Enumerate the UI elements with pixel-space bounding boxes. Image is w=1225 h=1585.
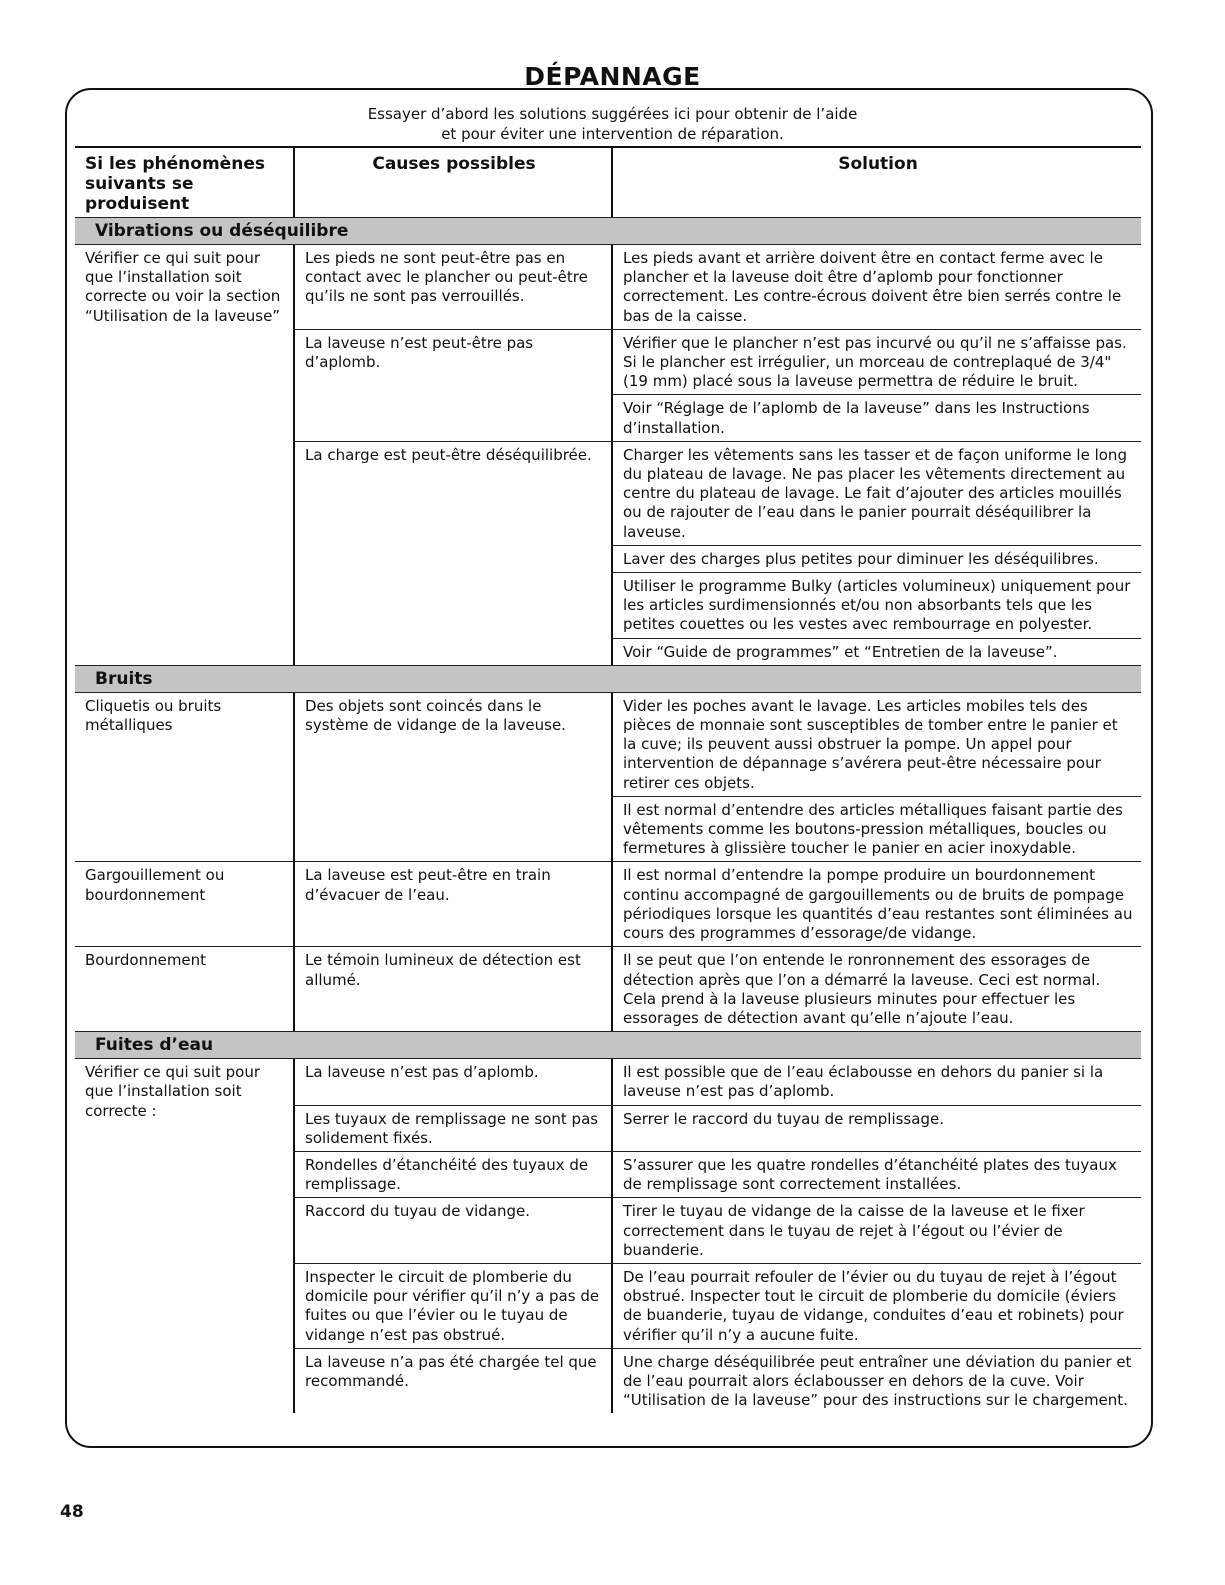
solution-cell: Une charge déséquilibrée peut entraîner une déviation du panier et de l’eau pourrait alors éclabousser en dehors de la cuve. Voir “Utilisation de la laveuse” pour des instructions sur le chargement.	[623, 1352, 1132, 1410]
intro-line-2: et pour éviter une intervention de réparation.	[441, 125, 784, 143]
solution-cell: S’assurer que les quatre rondelles d’étanchéité plates des tuyaux de remplissage sont correctement installées.	[623, 1155, 1117, 1194]
troubleshooting-table	[75, 146, 1141, 1413]
symptom-cell: Bourdonnement	[85, 951, 207, 970]
solution-cell: Utiliser le programme Bulky (articles volumineux) uniquement pour les articles surdimensionnés et/ou non absorbants tels que les petites couettes ou les vestes avec rembourrage en polyester.	[613, 572, 1141, 638]
solution-cell: Serrer le raccord du tuyau de remplissage.	[623, 1109, 944, 1128]
table-row	[75, 1058, 1141, 1413]
solution-column	[611, 1264, 1141, 1348]
cause-row	[293, 245, 1141, 329]
cause-cell: La laveuse n’est pas d’aplomb.	[293, 1059, 611, 1104]
solution-column	[611, 1349, 1141, 1414]
cause-row	[293, 441, 1141, 665]
cause-cell: Rondelles d’étanchéité des tuyaux de remplissage.	[293, 1152, 611, 1197]
section-header: Fuites d’eau	[75, 1031, 1141, 1058]
solution-cell: Tirer le tuyau de vidange de la caisse de la laveuse et le fixer correctement dans le tuyau de rejet à l’égout ou l’évier de buanderie.	[623, 1202, 1085, 1259]
solution-cell: Vider les poches avant le lavage. Les articles mobiles tels des pièces de monnaie sont susceptibles de tomber entre le panier et la cuve; ils peuvent aussi obstruer la pompe. Un appel pour intervention de dépannage s’avérera peut-être nécessaire pour retirer ces objets.	[623, 696, 1118, 792]
causes-column	[293, 862, 1141, 946]
solution-column	[611, 1106, 1141, 1151]
symptom-cell: Vérifier ce qui suit pour que l’installation soit correcte :	[85, 1063, 260, 1120]
table-row	[75, 861, 1141, 946]
symptom-cell: Cliquetis ou bruits métalliques	[85, 696, 222, 735]
symptom-cell: Gargouillement ou bourdonnement	[85, 866, 225, 904]
cause-cell: La charge est peut-être déséquilibrée.	[293, 442, 611, 665]
cause-row	[293, 862, 1141, 946]
cause-cell: La laveuse est peut-être en train d’évacuer de l’eau.	[293, 862, 611, 946]
solution-column	[611, 947, 1141, 1031]
solution-column	[611, 693, 1141, 862]
solution-cell: Il est normal d’entendre des articles métalliques faisant partie des vêtements comme les boutons-pression métalliques, boucles ou fermetures à glissière toucher le panier en acier inoxydable.	[613, 796, 1141, 862]
section-header: Vibrations ou déséquilibre	[75, 217, 1141, 244]
cause-cell: Les pieds ne sont peut-être pas en contact avec le plancher ou peut-être qu’ils ne sont pas verrouillés.	[293, 245, 611, 329]
cause-cell: Raccord du tuyau de vidange.	[293, 1198, 611, 1263]
intro-line-1: Essayer d’abord les solutions suggérées ici pour obtenir de l’aide	[367, 105, 858, 123]
solution-cell: Voir “Réglage de l’aplomb de la laveuse” dans les Instructions d’installation.	[613, 394, 1141, 440]
solution-cell: Les pieds avant et arrière doivent être en contact ferme avec le plancher et la laveuse doit être d’aplomb pour fonctionner correctement. Les contre-écrous doivent être bien serrés contre le bas de la caisse.	[623, 249, 1122, 325]
table-row	[75, 244, 1141, 665]
page-title: DÉPANNAGE	[524, 62, 701, 91]
causes-column	[293, 693, 1141, 862]
solution-cell: Laver des charges plus petites pour diminuer les déséquilibres.	[613, 545, 1141, 572]
cause-row	[293, 1105, 1141, 1151]
cause-row	[293, 947, 1141, 1031]
page-number: 48	[60, 1502, 84, 1522]
solution-cell: Charger les vêtements sans les tasser et de façon uniforme le long du plateau de lavage. Ne pas placer les vêtements directement au centre du plateau de lavage. Le fait d’ajouter des articles mouillés ou de rajouter de l’eau dans le panier pourrait déséquilibrer la laveuse.	[623, 445, 1127, 541]
solution-column	[611, 862, 1141, 946]
solution-cell: De l’eau pourrait refouler de l’évier ou du tuyau de rejet à l’égout obstrué. Inspecter tout le circuit de plomberie du domicile (éviers de buanderie, tuyau de vidange, conduites d’eau et robinets) pour vérifier qu’il n’y a aucune fuite.	[623, 1267, 1124, 1344]
table-header-row	[75, 146, 1141, 217]
section-header: Bruits	[75, 665, 1141, 692]
table-row	[75, 692, 1141, 862]
solution-cell: Il est possible que de l’eau éclabousse en dehors du panier si la laveuse n’est pas d’aplomb.	[623, 1063, 1104, 1101]
header-causes: Causes possibles	[293, 148, 611, 217]
header-symptom-line-2: suivants se produisent	[85, 174, 194, 214]
cause-cell: Les tuyaux de remplissage ne sont pas solidement fixés.	[293, 1106, 611, 1151]
solution-column	[611, 442, 1141, 665]
causes-column	[293, 1059, 1141, 1413]
cause-row	[293, 1263, 1141, 1348]
cause-cell: La laveuse n’a pas été chargée tel que recommandé.	[293, 1349, 611, 1414]
causes-column	[293, 947, 1141, 1031]
header-symptom	[75, 148, 293, 217]
cause-row	[293, 1059, 1141, 1104]
header-solution: Solution	[611, 148, 1141, 217]
solution-cell: Il est normal d’entendre la pompe produire un bourdonnement continu accompagné de gargouillements ou de bruits de pompage périodiques lorsque les quantités d’eau restantes sont éliminées au cours des programmes d’essorage/de vidange.	[623, 866, 1133, 943]
cause-row	[293, 329, 1141, 441]
solution-column	[611, 330, 1141, 441]
cause-cell: Le témoin lumineux de détection est allumé.	[293, 947, 611, 1031]
solution-column	[611, 1198, 1141, 1263]
cause-cell: La laveuse n’est peut-être pas d’aplomb.	[293, 330, 611, 441]
solution-cell: Vérifier que le plancher n’est pas incurvé ou qu’il ne s’affaisse pas. Si le plancher est irrégulier, un morceau de contreplaqué de 3/4" (19 mm) placé sous la laveuse permettra de réduire le bruit.	[623, 333, 1127, 391]
cause-row	[293, 1348, 1141, 1414]
solution-cell: Il se peut que l’on entende le ronronnement des essorages de détection après que l’on a démarré la laveuse. Ceci est normal. Cela prend à la laveuse plusieurs minutes pour effectuer les essorages de détection avant qu’elle n’ajoute l’eau.	[623, 951, 1101, 1027]
table-row	[75, 946, 1141, 1031]
symptom-cell: Vérifier ce qui suit pour que l’installation soit correcte ou voir la section “Utilisation de la laveuse”	[85, 249, 281, 325]
cause-row	[293, 1197, 1141, 1263]
cause-row	[293, 1151, 1141, 1197]
header-symptom-line-1: Si les phénomènes	[85, 154, 265, 174]
solution-column	[611, 1059, 1141, 1104]
causes-column	[293, 245, 1141, 665]
cause-row	[293, 693, 1141, 862]
intro-text	[0, 104, 1225, 144]
solution-cell: Voir “Guide de programmes” et “Entretien de la laveuse”.	[613, 638, 1141, 665]
table-body	[75, 217, 1141, 1413]
cause-cell: Inspecter le circuit de plomberie du domicile pour vérifier qu’il n’y a pas de fuites ou que l’évier ou le tuyau de vidange n’est pas obstrué.	[293, 1264, 611, 1348]
solution-column	[611, 1152, 1141, 1197]
cause-cell: Des objets sont coincés dans le système de vidange de la laveuse.	[293, 693, 611, 862]
solution-column	[611, 245, 1141, 329]
